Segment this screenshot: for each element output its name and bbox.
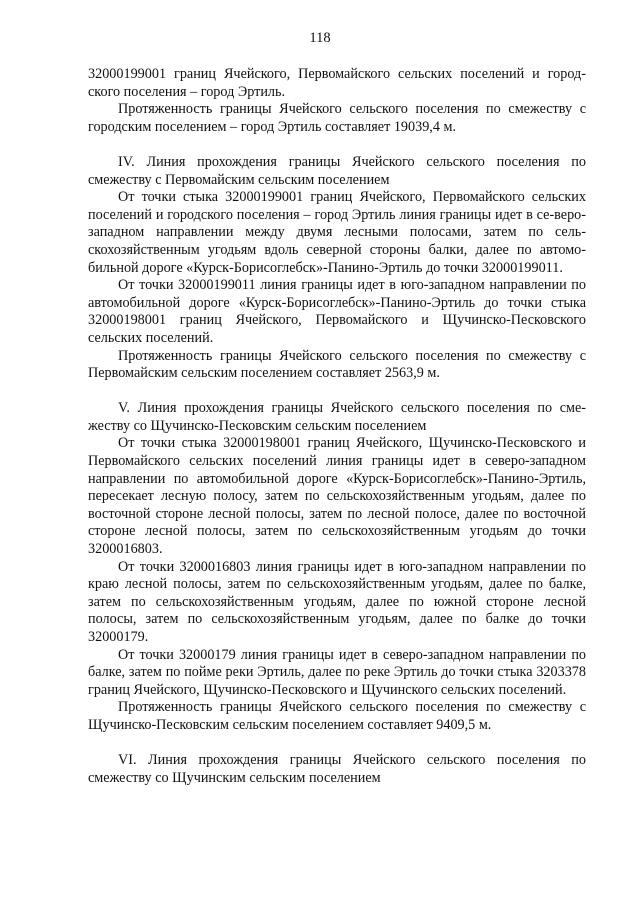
section-heading-vi: VI. Линия прохождения границы Ячейского сельского поселения по смежеству со Щучинским сельским поселением bbox=[88, 752, 586, 786]
paragraph-v-2: От точки 3200016803 линия границы идет в юго-западном направлении по краю лесной полосы, затем по сельскохозяйственным угодьям, далее по балке, затем по сельскохозяйственным угодьям, далее по южной стороне лесной полосы, затем по сельскохозяйственным угодьям, далее по балке до точки 32000179. bbox=[88, 558, 586, 645]
section-heading-iv: IV. Линия прохождения границы Ячейского сельского поселения по смежеству с Первомайским сельским поселением bbox=[88, 153, 586, 188]
paragraph-v-length: Протяженность границы Ячейского сельского поселения по смежеству с Щучинско-Песковским сельским поселением составляет 9409,5 м. bbox=[88, 699, 586, 733]
section-heading-v: V. Линия прохождения границы Ячейского сельского поселения по сме-жеству со Щучинско-Песковским сельским поселением bbox=[88, 400, 586, 434]
page-number: 118 bbox=[309, 30, 331, 46]
paragraph-continuation: 32000199001 границ Ячейского, Первомайского сельских поселений и город-ского поселения – город Эртиль. bbox=[88, 66, 586, 100]
paragraph-length-city: Протяженность границы Ячейского сельского поселения по смежеству с городским поселением – город Эртиль составляет 19039,4 м. bbox=[88, 101, 586, 135]
paragraph-iv-length: Протяженность границы Ячейского сельского поселения по смежеству с Первомайским сельским поселением составляет 2563,9 м. bbox=[88, 347, 586, 382]
document-body bbox=[88, 66, 586, 787]
paragraph-iv-2: От точки 32000199011 линия границы идет в юго-западном направлении по автомобильной дороге «Курск-Борисоглебск»-Панино-Эртиль до точки стыка 32000198001 границ Ячейского, Первомайского и Щучинско-Песковского сельских поселений. bbox=[88, 277, 586, 346]
paragraph-iv-1: От точки стыка 32000199001 границ Ячейского, Первомайского сельских поселений и городского поселения – город Эртиль линия границы идет в се-веро-западном направлении между двумя лесными полосами, затем по сель-скохозяйственным угодьям вдоль северной стороны балки, далее по автомо-бильной дороге «Курск-Борисоглебск»-Панино-Эртиль до точки 32000199011. bbox=[88, 189, 586, 276]
paragraph-v-1: От точки стыка 32000198001 границ Ячейского, Щучинско-Песковского и Первомайского сельских поселений линия границы идет в северо-западном направлении по автомобильной дороге «Курск-Борисоглебск»-Панино-Эртиль, пересекает лесную полосу, затем по сельскохозяйственным угодьям, далее по восточной стороне лесной полосы, затем по лесной полосе, далее по восточной стороне лесной полосы, затем по сельскохозяйственным угодьям до точки 3200016803. bbox=[88, 435, 586, 558]
paragraph-v-3: От точки 32000179 линия границы идет в северо-западном направлении по балке, затем по пойме реки Эртиль, далее по реке Эртиль до точки стыка 3203378 границ Ячейского, Щучинско-Песковского и Щучинского сельских поселений. bbox=[88, 646, 586, 698]
